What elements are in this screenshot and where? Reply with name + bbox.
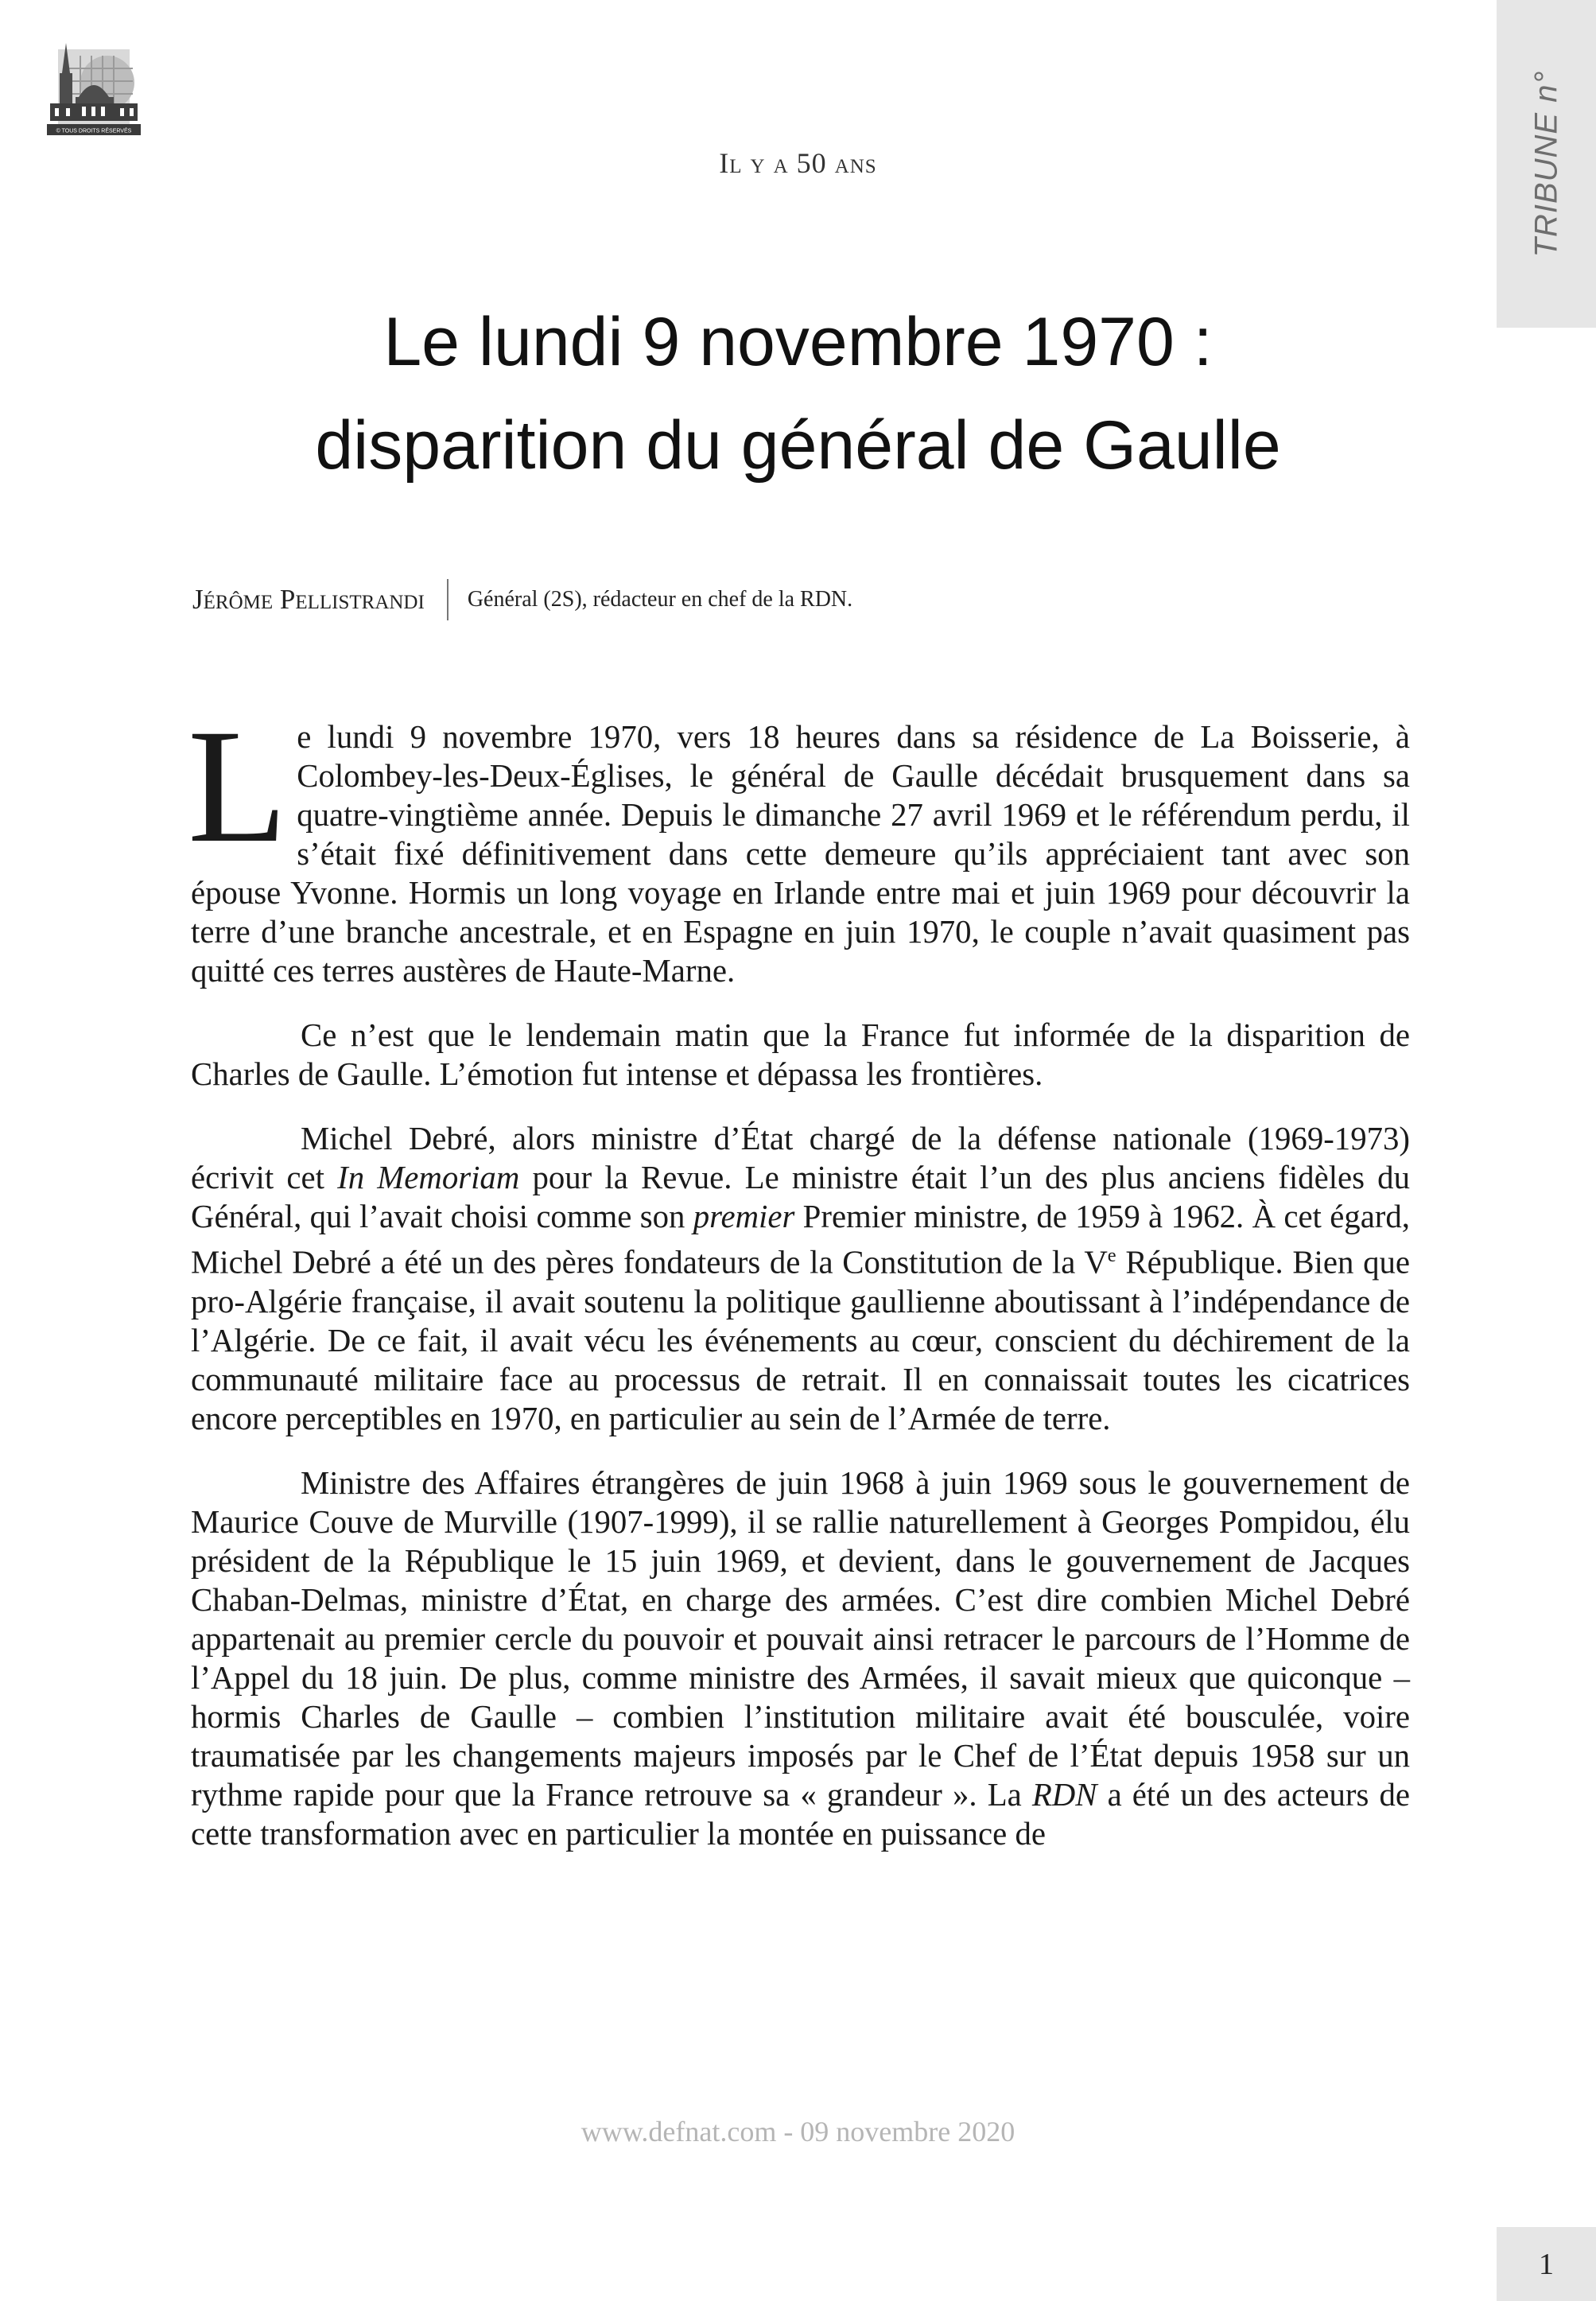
- logo-caption: © TOUS DROITS RÉSERVÉS: [56, 128, 132, 134]
- footer-source: www.defnat.com - 09 novembre 2020: [581, 2116, 1015, 2147]
- premier-italic: premier: [693, 1199, 795, 1234]
- paragraph-4: [191, 1463, 1410, 1853]
- paragraph-3-text-d: République. Bien que pro-Algérie française, il avait soutenu la politique gaullienne aboutissant à l’indépendance de l’Algérie. De ce fait, il avait vécu les événements au cœur, conscient du déchirement de la communauté militaire face au processus de retrait. Il en connaissait toutes les cicatrices encore perceptibles en 1970, en particulier au sein de l’Armée de terre.: [191, 1244, 1410, 1436]
- building-icon: [44, 41, 144, 140]
- publisher-logo: [44, 41, 144, 140]
- page-number: 1: [1539, 2247, 1554, 2281]
- paragraph-4-text-b: a été un des acteurs de cette transformation avec en particulier la montée en puissance de: [191, 1776, 1410, 1852]
- paragraph-1-text: e lundi 9 novembre 1970, vers 18 heures dans sa résidence de La Boisserie, à Colombey-les-Deux-Églises, le général de Gaulle décédait brusquement dans sa quatre-vingtième année. Depuis le dimanche 27 avril 1969 et le référendum perdu, il s’était fixé définitivement dans cette demeure qu’ils appréciaient tant avec son épouse Yvonne. Hormis un long voyage en Irlande entre mai et juin 1969 pour découvrir la terre d’une branche ancestrale, et en Espagne en juin 1970, le couple n’avait quasiment pas quitté ces terres austères de Haute-Marne.: [191, 719, 1410, 989]
- paragraph-3: [191, 1119, 1410, 1438]
- section-kicker: Il y a 50 ans: [719, 147, 877, 179]
- paragraph-3-text-b: pour la Revue. Le ministre était l’un des plus anciens fidèles du Général, qui l’avait choisi comme son: [191, 1160, 1410, 1234]
- page-number-tab: [1497, 2227, 1596, 2301]
- byline-divider: [447, 579, 449, 620]
- author-name: Jérôme Pellistrandi: [192, 584, 425, 615]
- title-line-2: disparition du général de Gaulle: [315, 407, 1281, 484]
- paragraph-2: Ce n’est que le lendemain matin que la France fut informée de la disparition de Charles de Gaulle. L’émotion fut intense et dépassa les frontières.: [191, 1017, 1410, 1092]
- paragraph-3-text-a: Michel Debré, alors ministre d’État chargé de la défense nationale (1969-1973) écrivit cet: [191, 1121, 1410, 1195]
- author-role: Général (2S), rédacteur en chef de la RDN.: [467, 587, 853, 612]
- rdn-italic: RDN: [1031, 1776, 1097, 1813]
- article-body: [188, 696, 1410, 1879]
- tribune-label: TRIBUNE n°: [1528, 70, 1563, 258]
- page-title: [0, 290, 1596, 497]
- paragraph-1: [188, 696, 1410, 990]
- paragraph-3-text-c: Premier ministre, de 1959 à 1962. À cet égard, Michel Debré a été un des pères fondateurs de la Constitution de la V: [191, 1199, 1410, 1281]
- drop-cap: L: [188, 696, 288, 876]
- title-line-1: Le lundi 9 novembre 1970 :: [383, 304, 1213, 380]
- author-byline: [192, 579, 852, 620]
- republic-superscript: e: [1107, 1245, 1116, 1266]
- in-memoriam-italic: In Memoriam: [337, 1160, 520, 1195]
- paragraph-4-text-a: Ministre des Affaires étrangères de juin 1968 à juin 1969 sous le gouvernement de Maurice Couve de Murville (1907-1999), il se rallie naturellement à Georges Pompidou, élu président de la République le 15 juin 1969, et devient, dans le gouvernement de Jacques Chaban-Delmas, ministre d’État, en charge des armées. C’est dire combien Michel Debré appartenait au premier cercle du pouvoir et pouvait ainsi retracer le parcours de l’Homme de l’Appel du 18 juin. De plus, comme ministre des Armées, il savait mieux que quiconque – hormis Charles de Gaulle – combien l’institution militaire avait été bousculée, voire traumatisée par les changements majeurs imposés par le Chef de l’État depuis 1958 sur un rythme rapide pour que la France retrouve sa « grandeur ». La: [191, 1464, 1410, 1813]
